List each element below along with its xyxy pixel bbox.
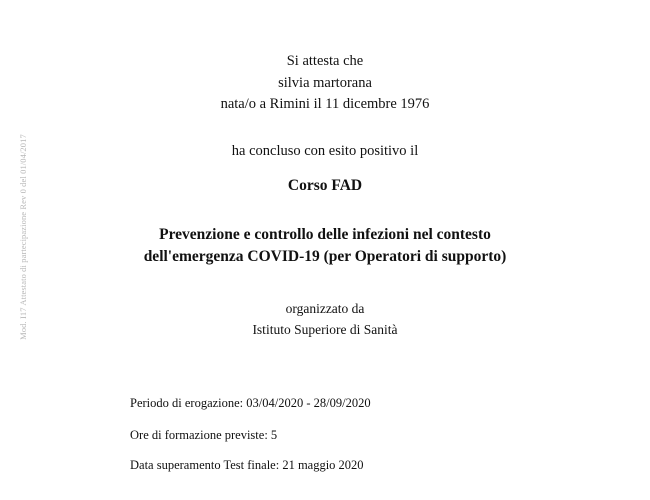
attestation-intro: Si attesta che <box>286 53 364 69</box>
participant-name: silvia martorana <box>278 75 372 91</box>
course-title-line-2: dell'emergenza COVID-19 (per Operatori di supporto) <box>143 248 507 265</box>
document-revision-note: Mod. I17 Attestato di partecipazione Rev 0 del 01/04/2017 <box>18 134 28 340</box>
training-hours: Ore di formazione previste: 5 <box>130 428 278 442</box>
course-title-line-1: Prevenzione e controllo delle infezioni nel contesto <box>159 226 491 243</box>
completion-statement: ha concluso con esito positivo il <box>231 143 419 159</box>
delivery-period: Periodo di erogazione: 03/04/2020 - 28/09/2020 <box>130 396 371 410</box>
organized-by-label: organizzato da <box>285 301 365 316</box>
organizer-name: Istituto Superiore di Sanità <box>252 322 398 337</box>
course-type: Corso FAD <box>287 177 363 194</box>
test-completion-date: Data superamento Test finale: 21 maggio 2020 <box>130 458 364 472</box>
birth-info: nata/o a Rimini il 11 dicembre 1976 <box>220 96 430 112</box>
